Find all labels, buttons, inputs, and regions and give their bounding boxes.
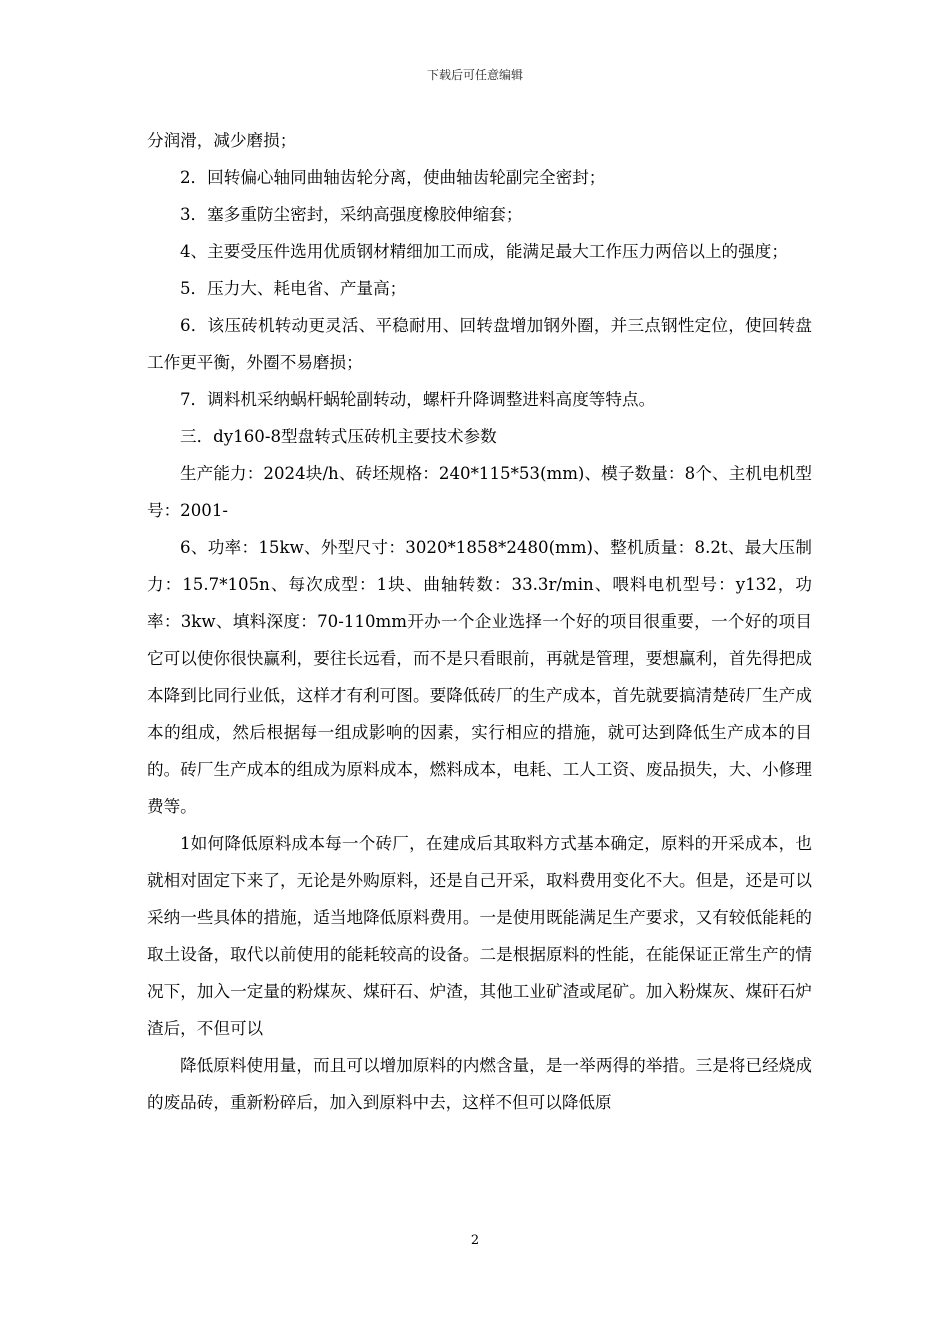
document-body — [147, 122, 812, 1121]
page-header: 下载后可任意编辑 — [426, 68, 523, 82]
paragraph: 3．塞多重防尘密封，采纳高强度橡胶伸缩套； — [180, 205, 523, 224]
paragraph: 分润滑，减少磨损； — [147, 131, 297, 150]
page-number: 2 — [470, 1233, 480, 1248]
section-heading: 三．dy160-8型盘转式压砖机主要技术参数 — [180, 427, 497, 446]
paragraph: 降低原料使用量，而且可以增加原料的内燃含量，是一举两得的举措。三是将已经烧成的废品砖，重新粉碎后，加入到原料中去，这样不但可以降低原 — [147, 1056, 812, 1112]
paragraph: 6、功率：15kw、外型尺寸：3020*1858*2480(mm)、整机质量：8.2t、最大压制力：15.7*105n、每次成型：1块、曲轴转数：33.3r/min、喂料电机型号：y132，功率：3kw、填料深度：70-110mm开办一个企业选择一个好的项目很重要，一个好的项目它可以使你很快赢利，要往长远看，而不是只看眼前，再就是管理，要想赢利，首先得把成本降到比同行业低，这样才有利可图。要降低砖厂的生产成本，首先就要搞清楚砖厂生产成本的组成，然后根据每一组成影响的因素，实行相应的措施，就可达到降低生产成本的目的。砖厂生产成本的组成为原料成本，燃料成本，电耗、工人工资、废品损失，大、小修理费等。 — [147, 538, 812, 816]
paragraph: 6．该压砖机转动更灵活、平稳耐用、回转盘增加钢外圈，并三点钢性定位，使回转盘工作更平衡，外圈不易磨损； — [147, 316, 812, 372]
paragraph: 生产能力：2024块/h、砖坯规格：240*115*53(mm)、模子数量：8个、主机电机型号：2001- — [147, 464, 812, 520]
paragraph: 4、主要受压件选用优质钢材精细加工而成，能满足最大工作压力两倍以上的强度； — [180, 242, 788, 261]
paragraph: 1如何降低原料成本每一个砖厂，在建成后其取料方式基本确定，原料的开采成本，也就相对固定下来了，无论是外购原料，还是自己开采，取料费用变化不大。但是，还是可以采纳一些具体的措施，适当地降低原料费用。一是使用既能满足生产要求，又有较低能耗的取土设备，取代以前使用的能耗较高的设备。二是根据原料的性能，在能保证正常生产的情况下，加入一定量的粉煤灰、煤矸石、炉渣，其他工业矿渣或尾矿。加入粉煤灰、煤矸石炉渣后，不但可以 — [147, 834, 812, 1038]
paragraph: 5．压力大、耗电省、产量高； — [180, 279, 407, 298]
paragraph: 7．调料机采纳蜗杆蜗轮副转动，螺杆升降调整进料高度等特点。 — [180, 390, 656, 409]
paragraph: 2．回转偏心轴同曲轴齿轮分离，使曲轴齿轮副完全密封； — [180, 168, 606, 187]
